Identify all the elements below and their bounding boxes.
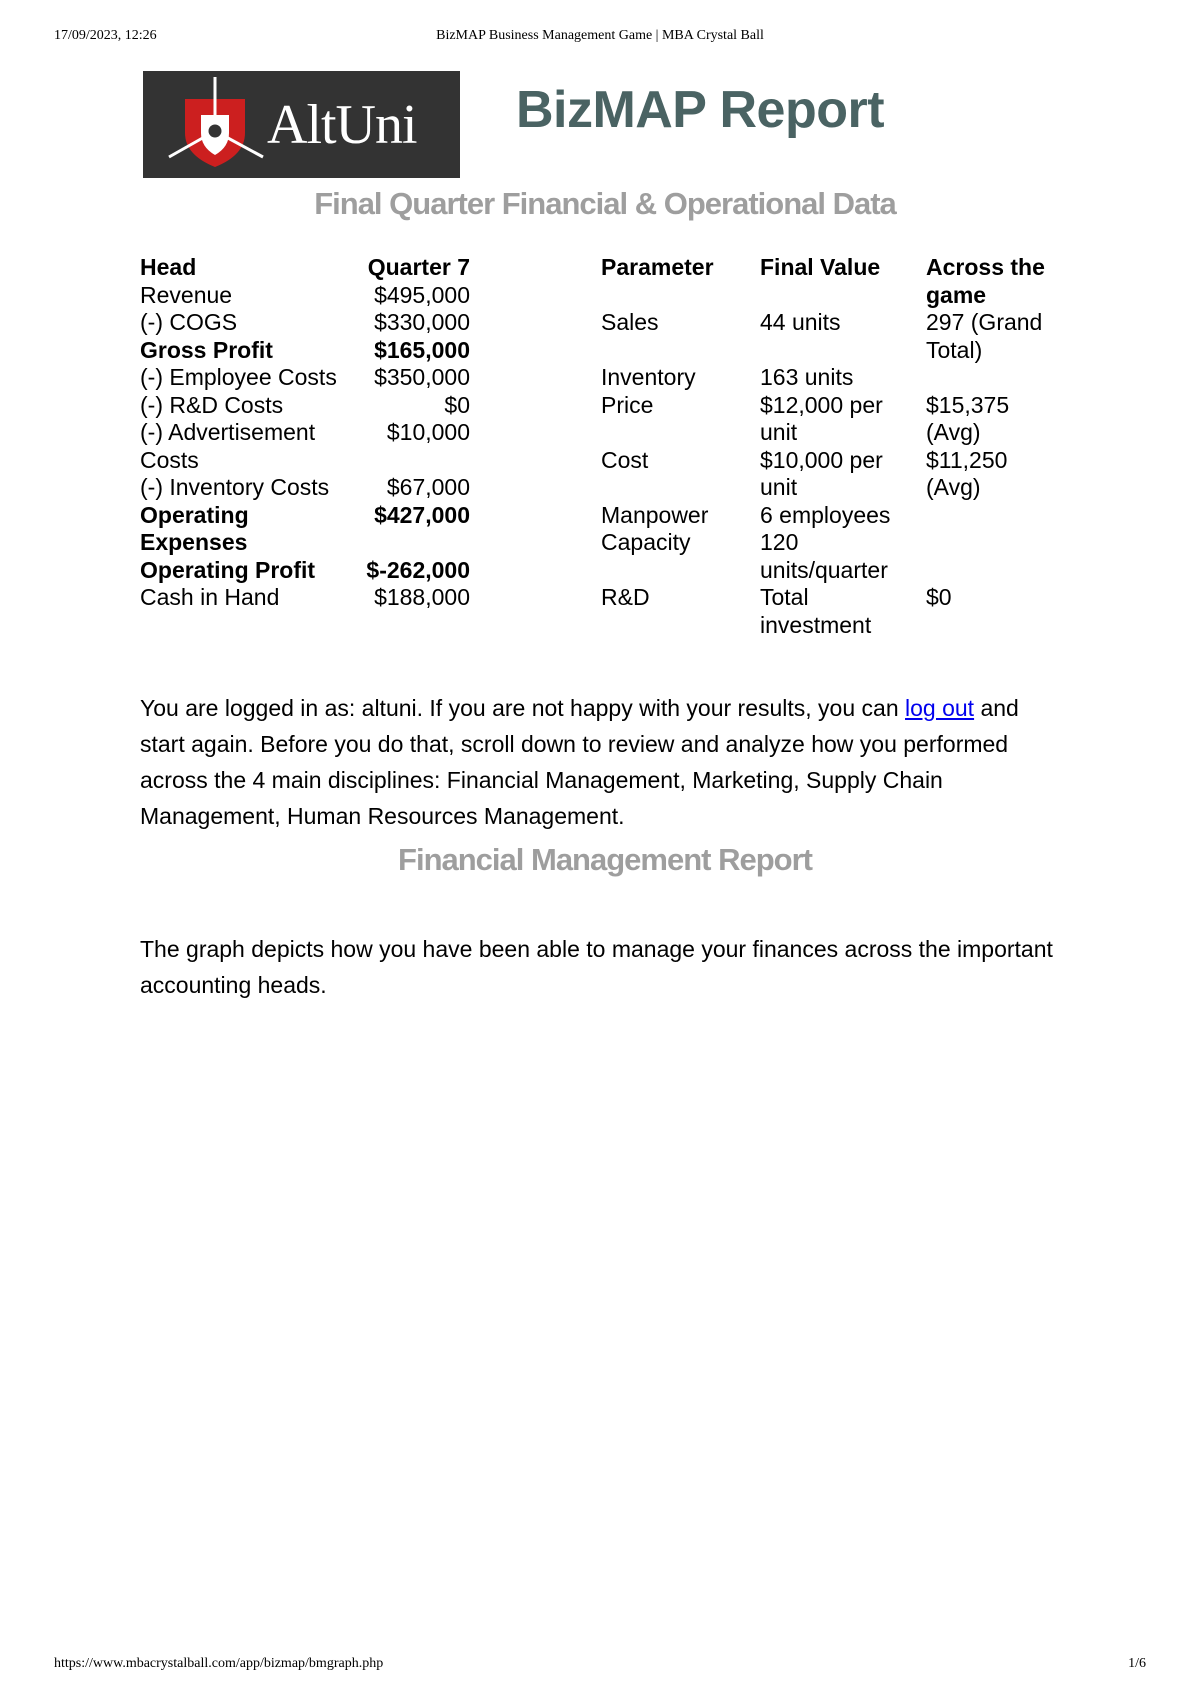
table-row [601, 392, 1056, 447]
table-row [140, 282, 470, 310]
row-parameter: Manpower [601, 501, 709, 528]
table-row [601, 529, 1056, 584]
row-head: (-) Advertisement Costs [140, 419, 316, 473]
row-across-game [926, 502, 1056, 530]
row-parameter: Cost [601, 446, 649, 473]
print-date: 17/09/2023, 12:26 [54, 28, 157, 43]
operational-table-header [601, 254, 1056, 309]
final-quarter-heading: Final Quarter Financial & Operational Data [314, 186, 896, 221]
financial-table-header [140, 254, 470, 282]
row-final-value: $12,000 per unit [760, 391, 883, 445]
row-parameter: Sales [601, 309, 659, 335]
column-header-across-game: Across the game [926, 254, 1045, 308]
row-head: Operating Profit [140, 556, 316, 583]
table-row [140, 364, 470, 392]
row-head: (-) Employee Costs [140, 364, 337, 390]
report-title: BizMAP Report [515, 81, 885, 139]
row-across-game: $0 [926, 584, 952, 610]
print-page-title: BizMAP Business Management Game | MBA Crystal Ball [436, 28, 764, 43]
row-value: $350,000 [374, 364, 470, 390]
row-parameter: Inventory [601, 364, 696, 390]
table-row [601, 447, 1056, 502]
table-row [140, 557, 470, 585]
table-row [601, 584, 1056, 639]
row-value: $330,000 [374, 309, 470, 335]
page-number: 1/6 [1128, 1656, 1146, 1671]
altuni-logo [143, 71, 460, 178]
table-row [601, 502, 1056, 530]
row-value: $188,000 [374, 584, 470, 610]
column-header-quarter: Quarter 7 [367, 254, 470, 280]
column-header-final-value: Final Value [760, 254, 881, 280]
row-head: Gross Profit [140, 336, 273, 363]
row-parameter: R&D [601, 584, 650, 610]
table-row [601, 364, 1056, 392]
table-row [140, 337, 470, 365]
row-across-game: $15,375 (Avg) [926, 391, 1010, 445]
row-final-value: 6 employees [760, 501, 891, 528]
row-across-game: 297 (Grand Total) [926, 309, 1043, 363]
row-final-value: 163 units [760, 364, 854, 390]
row-head: (-) R&D Costs [140, 391, 284, 418]
financial-table [140, 254, 470, 612]
row-final-value: 120 units/quarter [760, 529, 888, 583]
logout-link[interactable]: log out [905, 695, 975, 721]
financial-description: The graph depicts how you have been able to manage your finances across the important accounting heads. [140, 936, 1053, 998]
table-row [140, 392, 470, 420]
row-value: $427,000 [374, 501, 470, 528]
row-parameter: Capacity [601, 529, 691, 555]
row-across-game: $11,250 (Avg) [926, 446, 1008, 500]
row-value: $0 [444, 391, 470, 418]
row-value: $495,000 [374, 281, 470, 308]
table-row [140, 419, 470, 474]
table-row [601, 309, 1056, 364]
table-row [140, 584, 470, 612]
operational-table-body [601, 309, 1056, 639]
row-final-value: 44 units [760, 309, 841, 335]
column-header-parameter: Parameter [601, 254, 714, 280]
financial-table-body [140, 282, 470, 612]
login-text-after: and start again. Before you do that, scroll down to review and analyze how you performed across the 4 main disciplines: Financial Management, Marketing, Supply Chain Management, Human Resources Management. [140, 695, 1019, 829]
row-value: $-262,000 [366, 556, 470, 583]
row-head: (-) Inventory Costs [140, 474, 330, 500]
row-head: Cash in Hand [140, 584, 280, 610]
row-parameter: Price [601, 391, 654, 418]
row-value: $165,000 [374, 336, 470, 363]
financial-management-heading: Financial Management Report [398, 842, 812, 877]
login-text-before: You are logged in as: altuni. If you are not happy with your results, you can [140, 695, 906, 721]
table-row [140, 474, 470, 502]
print-url: https://www.mbacrystalball.com/app/bizmap/bmgraph.php [54, 1656, 384, 1671]
operational-table [601, 254, 1056, 639]
row-head: Operating Expenses [140, 501, 249, 555]
print-header [54, 28, 1146, 48]
row-value: $67,000 [386, 474, 470, 500]
row-head: Revenue [140, 281, 233, 308]
print-footer [54, 1656, 1146, 1676]
table-row [140, 502, 470, 557]
row-across-game [926, 529, 1056, 584]
row-final-value: $10,000 per unit [760, 446, 883, 500]
column-header-head: Head [140, 254, 197, 280]
row-value: $10,000 [386, 419, 470, 445]
row-head: (-) COGS [140, 309, 238, 335]
row-across-game [926, 364, 1056, 392]
login-status-paragraph [140, 690, 1060, 834]
row-final-value: Total investment [760, 584, 872, 638]
windmill-icon [157, 75, 267, 175]
logo-text: AltUni [267, 94, 417, 156]
table-row [140, 309, 470, 337]
